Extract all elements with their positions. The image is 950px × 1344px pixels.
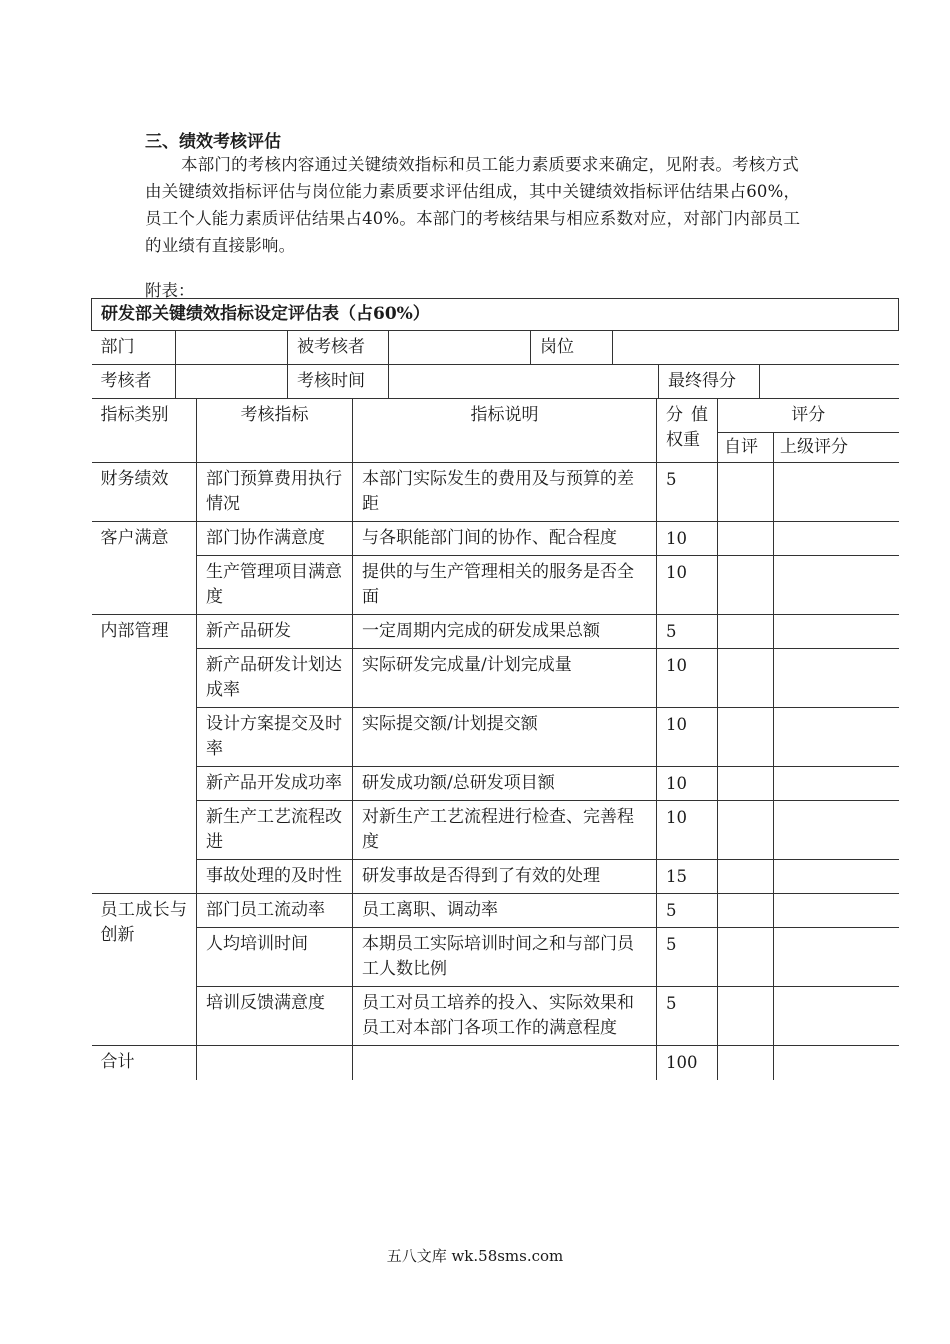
table-row: [92, 987, 899, 1046]
indicator-cell: 新生产工艺流程改进: [197, 801, 353, 860]
position-value: [613, 331, 899, 365]
total-weight: 100: [657, 1046, 718, 1081]
indicator-cell: 新产品研发: [197, 615, 353, 649]
info-row-1: [92, 331, 899, 365]
total-indicator-cell: [197, 1046, 353, 1081]
examiner-value: [176, 365, 288, 399]
table-row: [92, 767, 899, 801]
indicator-cell: 部门协作满意度: [197, 522, 353, 556]
header-self-score: 自评: [718, 433, 774, 463]
weight-cell: 5: [657, 987, 718, 1046]
indicator-cell: 事故处理的及时性: [197, 860, 353, 894]
superior-score-cell: [774, 615, 899, 649]
header-category: 指标类别: [92, 399, 197, 463]
self-score-cell: [718, 615, 774, 649]
self-score-cell: [718, 928, 774, 987]
header-score: 评分: [718, 399, 899, 433]
weight-cell: 10: [657, 556, 718, 615]
indicator-cell: 新产品开发成功率: [197, 767, 353, 801]
position-label: 岗位: [531, 331, 613, 365]
weight-cell: 5: [657, 615, 718, 649]
self-score-cell: [718, 708, 774, 767]
final-score-label: 最终得分: [659, 365, 760, 399]
weight-cell: 10: [657, 522, 718, 556]
kpi-body: [92, 399, 899, 1080]
kpi-table: [91, 298, 899, 1080]
total-description-cell: [353, 1046, 657, 1081]
description-cell: 研发事故是否得到了有效的处理: [353, 860, 657, 894]
category-cell: 员工成长与创新: [92, 894, 197, 1046]
exam-time-label: 考核时间: [288, 365, 389, 399]
dept-value: [176, 331, 288, 365]
table-row: [92, 556, 899, 615]
superior-score-cell: [774, 928, 899, 987]
final-score-value: [760, 365, 899, 399]
category-cell: 客户满意: [92, 522, 197, 615]
description-cell: 本部门实际发生的费用及与预算的差距: [353, 463, 657, 522]
section-heading: 三、绩效考核评估: [145, 132, 281, 152]
indicator-cell: 生产管理项目满意度: [197, 556, 353, 615]
description-cell: 一定周期内完成的研发成果总额: [353, 615, 657, 649]
section-paragraph: 本部门的考核内容通过关键绩效指标和员工能力素质要求来确定，见附表。考核方式由关键绩效指标评估与岗位能力素质要求评估组成，其中关键绩效指标评估结果占60%，员工个人能力素质评估结果占40%。本部门的考核结果与相应系数对应，对部门内部员工的业绩有直接影响。: [145, 155, 801, 255]
weight-cell: 10: [657, 708, 718, 767]
table-row: [92, 708, 899, 767]
examinee-value: [389, 331, 531, 365]
description-cell: 员工离职、调动率: [353, 894, 657, 928]
header-weight: 分 值 权重: [657, 399, 718, 463]
description-cell: 研发成功额/总研发项目额: [353, 767, 657, 801]
weight-cell: 5: [657, 928, 718, 987]
total-row: [92, 1046, 899, 1081]
total-label: 合计: [92, 1046, 197, 1081]
self-score-cell: [718, 894, 774, 928]
info-row-2: [92, 365, 899, 399]
self-score-cell: [718, 987, 774, 1046]
table-row: [92, 860, 899, 894]
header-indicator: 考核指标: [197, 399, 353, 463]
description-cell: 与各职能部门间的协作、配合程度: [353, 522, 657, 556]
table-row: [92, 615, 899, 649]
appendix-label: 附表：: [145, 281, 195, 300]
description-cell: 员工对员工培养的投入、实际效果和员工对本部门各项工作的满意程度: [353, 987, 657, 1046]
total-superior-score-cell: [774, 1046, 899, 1081]
description-cell: 本期员工实际培训时间之和与部门员工人数比例: [353, 928, 657, 987]
table-row: [92, 522, 899, 556]
indicator-cell: 人均培训时间: [197, 928, 353, 987]
indicator-cell: 设计方案提交及时率: [197, 708, 353, 767]
weight-cell: 5: [657, 463, 718, 522]
table-row: [92, 649, 899, 708]
examiner-label: 考核者: [92, 365, 176, 399]
dept-label: 部门: [92, 331, 176, 365]
superior-score-cell: [774, 708, 899, 767]
weight-cell: 10: [657, 767, 718, 801]
superior-score-cell: [774, 767, 899, 801]
self-score-cell: [718, 767, 774, 801]
total-self-score-cell: [718, 1046, 774, 1081]
category-cell: 财务绩效: [92, 463, 197, 522]
table-row: [92, 463, 899, 522]
description-cell: 对新生产工艺流程进行检查、完善程度: [353, 801, 657, 860]
exam-time-value: [389, 365, 659, 399]
description-cell: 提供的与生产管理相关的服务是否全面: [353, 556, 657, 615]
footer-watermark: 五八文库 wk.58sms.com: [386, 1247, 564, 1265]
indicator-cell: 新产品研发计划达成率: [197, 649, 353, 708]
examinee-label: 被考核者: [288, 331, 389, 365]
self-score-cell: [718, 463, 774, 522]
self-score-cell: [718, 556, 774, 615]
table-title: 研发部关键绩效指标设定评估表（占60%）: [92, 299, 899, 331]
superior-score-cell: [774, 801, 899, 860]
weight-cell: 10: [657, 649, 718, 708]
superior-score-cell: [774, 894, 899, 928]
self-score-cell: [718, 522, 774, 556]
weight-cell: 10: [657, 801, 718, 860]
header-superior-score: 上级评分: [774, 433, 899, 463]
header-description: 指标说明: [353, 399, 657, 463]
self-score-cell: [718, 801, 774, 860]
weight-cell: 5: [657, 894, 718, 928]
table-row: [92, 801, 899, 860]
indicator-cell: 培训反馈满意度: [197, 987, 353, 1046]
weight-cell: 15: [657, 860, 718, 894]
superior-score-cell: [774, 649, 899, 708]
description-cell: 实际研发完成量/计划完成量: [353, 649, 657, 708]
superior-score-cell: [774, 463, 899, 522]
description-cell: 实际提交额/计划提交额: [353, 708, 657, 767]
superior-score-cell: [774, 522, 899, 556]
superior-score-cell: [774, 556, 899, 615]
table-row: [92, 928, 899, 987]
indicator-cell: 部门员工流动率: [197, 894, 353, 928]
category-cell: 内部管理: [92, 615, 197, 894]
superior-score-cell: [774, 860, 899, 894]
self-score-cell: [718, 860, 774, 894]
self-score-cell: [718, 649, 774, 708]
indicator-cell: 部门预算费用执行情况: [197, 463, 353, 522]
superior-score-cell: [774, 987, 899, 1046]
table-row: [92, 894, 899, 928]
